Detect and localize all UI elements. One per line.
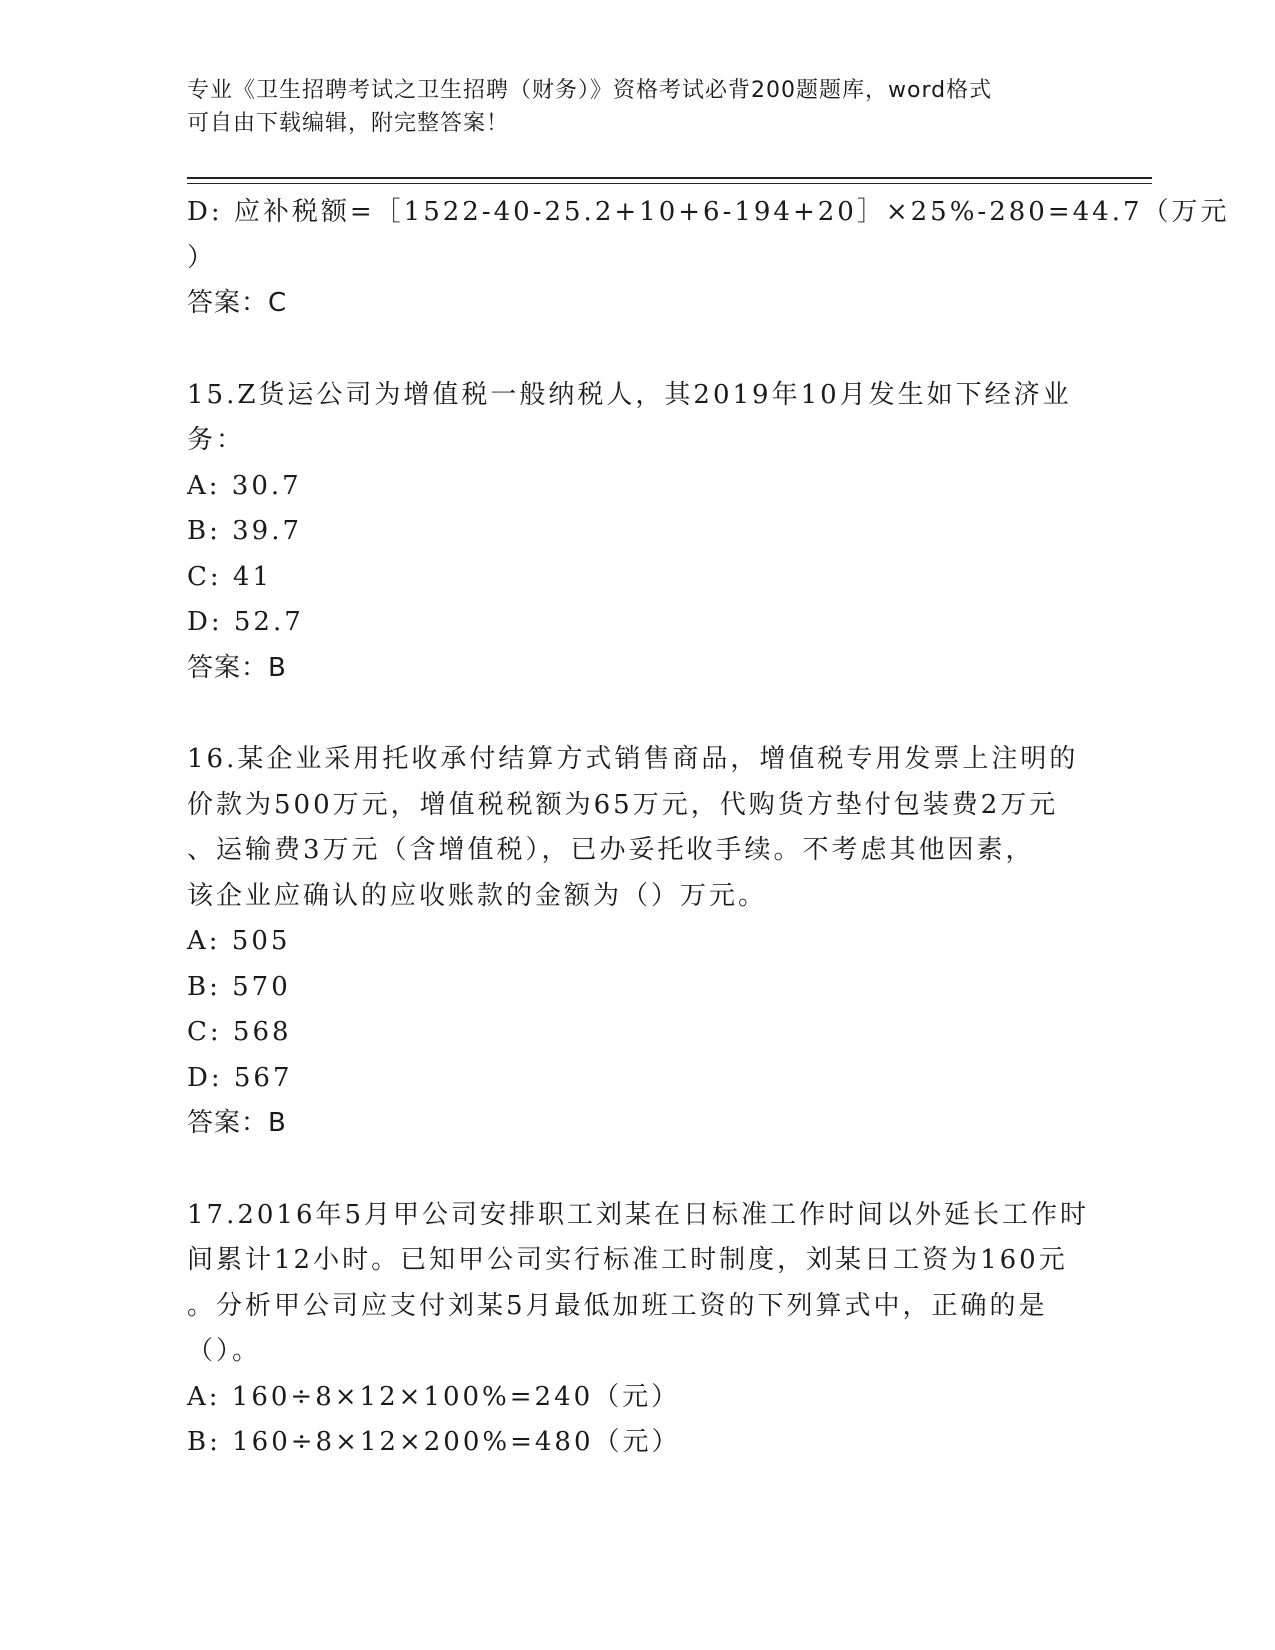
question-15 bbox=[187, 373, 1087, 692]
spacer bbox=[187, 327, 1087, 373]
question-stem-line: 16.某企业采用托收承付结算方式销售商品，增值税专用发票上注明的 bbox=[187, 744, 1079, 774]
answer-line: 答案：B bbox=[187, 1108, 287, 1138]
header-divider-thick bbox=[187, 177, 1152, 179]
question-stem-line: 务： bbox=[187, 425, 246, 455]
option-c: C: 41 bbox=[187, 561, 273, 592]
option-a: A: 505 bbox=[187, 926, 291, 956]
answer-line: 答案：C bbox=[187, 288, 288, 318]
question-stem-line: 价款为500万元，增值税税额为65万元，代购货方垫付包装费2万元 bbox=[187, 789, 1059, 820]
header-title-line-2: 可自由下载编辑，附完整答案！ bbox=[187, 111, 510, 136]
option-d: D: 52.7 bbox=[187, 607, 304, 637]
option-a: A: 30.7 bbox=[187, 470, 302, 501]
answer-line: 答案：B bbox=[187, 652, 287, 683]
question-stem-line: 。分析甲公司应支付刘某5月最低加班工资的下列算式中，正确的是 bbox=[187, 1290, 1048, 1321]
document-header bbox=[187, 74, 1067, 140]
question-stem-line: 15.Z货运公司为增值税一般纳税人，其2019年10月发生如下经济业 bbox=[187, 379, 1072, 410]
question-17 bbox=[187, 1193, 1090, 1466]
option-c: C: 568 bbox=[187, 1017, 292, 1047]
option-b: B: 570 bbox=[187, 971, 291, 1002]
option-b: B: 160÷8×12×200%=480（元） bbox=[187, 1427, 681, 1457]
option-b: B: 39.7 bbox=[187, 516, 303, 546]
option-a: A: 160÷8×12×100%=240（元） bbox=[187, 1381, 681, 1412]
question-stem-line: （）。 bbox=[187, 1336, 262, 1366]
option-d-line-1: D: 应补税额=［1522-40-25.2+10+6-194+20］×25%-280=44.7（万元 bbox=[187, 197, 1230, 227]
question-16 bbox=[187, 737, 1087, 1147]
spacer bbox=[187, 691, 1087, 737]
question-14-tail bbox=[187, 190, 1230, 327]
option-d-line-2: ） bbox=[187, 242, 217, 273]
option-d: D: 567 bbox=[187, 1062, 293, 1093]
question-stem-line: 该企业应确认的应收账款的金额为（）万元。 bbox=[187, 880, 768, 911]
question-stem-line: 、运输费3万元（含增值税），已办妥托收手续。不考虑其他因素， bbox=[187, 835, 1035, 865]
header-divider-thin bbox=[187, 183, 1152, 184]
header-title-line-1: 专业《卫生招聘考试之卫生招聘（财务）》资格考试必背200题题库，word格式 bbox=[187, 78, 993, 103]
question-stem-line: 间累计12小时。已知甲公司实行标准工时制度，刘某日工资为160元 bbox=[187, 1245, 1068, 1275]
question-stem-line: 17.2016年5月甲公司安排职工刘某在日标准工作时间以外延长工作时 bbox=[187, 1199, 1090, 1230]
document-body bbox=[187, 190, 1230, 1466]
spacer bbox=[187, 1147, 1087, 1193]
